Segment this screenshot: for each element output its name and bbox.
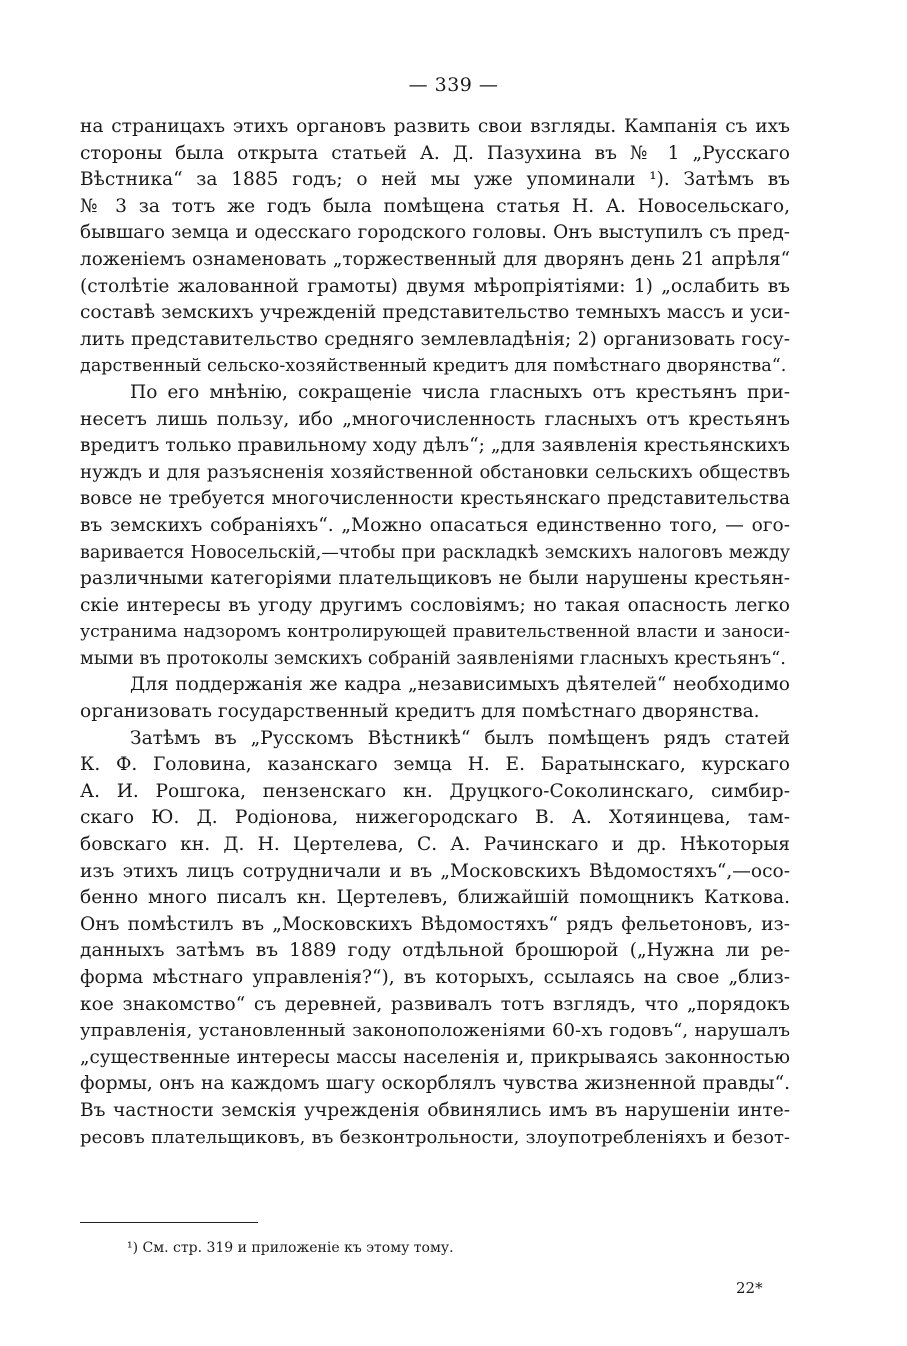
text-line: лить представительство средняго землевладѣнія; 2) организовать госу- (80, 328, 790, 350)
text-line: въ земскихъ собраніяхъ“. „Можно опасаться единственно того, — ого- (80, 514, 790, 536)
text-line: изъ этихъ лицъ сотрудничали и въ „Московскихъ Вѣдомостяхъ“,—осо- (80, 860, 790, 882)
text-line: А. И. Рошгока, пензенскаго кн. Друцкого-Соколинскаго, симбир- (80, 780, 790, 802)
text-line: варивается Новосельскій,—чтобы при раскладкѣ земскихъ налоговъ между (80, 542, 790, 563)
text-line: бовскаго кн. Д. Н. Цертелева, С. А. Рачинскаго и др. Нѣкоторыя (80, 834, 790, 856)
text-line: К. Ф. Головина, казанскаго земца Н. Е. Баратынскаго, курскаго (80, 754, 790, 776)
text-line: кое знакомство“ съ деревней, развивалъ тотъ взглядъ, что „порядокъ (80, 993, 790, 1015)
text-line: несетъ лишь пользу, ибо „многочисленность гласныхъ отъ крестьянъ (80, 408, 790, 430)
text-line: данныхъ затѣмъ въ 1889 году отдѣльной брошюрой („Нужна ли ре- (80, 940, 790, 962)
page-number: — 339 — (408, 74, 499, 96)
text-line: нуждъ и для разъясненія хозяйственной обстановки сельскихъ обществъ (80, 461, 790, 483)
text-line: ложеніемъ ознаменовать „торжественный для дворянъ день 21 апрѣля“ (80, 248, 790, 270)
text-line: „существенные интересы массы населенія и, прикрываясь законностью (80, 1046, 790, 1068)
text-line: бывшаго земца и одесскаго городского головы. Онъ выступилъ съ пред- (80, 222, 790, 244)
text-line: различными категоріями плательщиковъ не были нарушены крестьян- (80, 568, 790, 590)
footnote: ¹) См. стр. 319 и приложеніе къ этому тому. (127, 1240, 454, 1256)
text-line: бенно много писалъ кн. Цертелевъ, ближайшій помощникъ Каткова. (80, 887, 790, 909)
text-line: стороны была открыта статьей А. Д. Пазухина въ № 1 „Русскаго (80, 142, 790, 164)
text-line: № 3 за тотъ же годъ была помѣщена статья Н. А. Новосельскаго, (80, 195, 790, 217)
text-line: организовать государственный кредитъ для помѣстнаго дворянства. (80, 701, 760, 723)
text-line: скіе интересы въ угоду другимъ сословіямъ; но такая опасность легко (80, 594, 790, 616)
text-line: вовсе не требуется многочисленности крестьянскаго представительства (80, 488, 790, 510)
body-text (80, 114, 790, 1151)
text-line: скаго Ю. Д. Родіонова, нижегородскаго В. А. Хотяинцева, там- (80, 807, 790, 829)
text-line: Для поддержанія же кадра „независимыхъ дѣятелей“ необходимо (130, 674, 790, 696)
text-line: Въ частности земскія учрежденія обвинялись имъ въ нарушеніи инте- (80, 1099, 790, 1121)
text-line: Затѣмъ въ „Русскомъ Вѣстникѣ“ былъ помѣщенъ рядъ статей (130, 727, 790, 749)
text-line: устранима надзоромъ контролирующей правительственной власти и заноси- (80, 622, 790, 643)
text-line: (столѣтіе жалованной грамоты) двумя мѣропріятіями: 1) „ослабить въ (80, 275, 790, 297)
text-line: формы, онъ на каждомъ шагу оскорблялъ чувства жизненной правды“. (80, 1073, 790, 1095)
text-line: Вѣстника“ за 1885 годъ; о ней мы уже упоминали ¹). Затѣмъ въ (80, 169, 790, 191)
text-line: По его мнѣнію, сокращеніе числа гласныхъ отъ крестьянъ при- (130, 381, 790, 403)
text-line: управленія, установленный законоположеніями 60-хъ годовъ“, нарушалъ (80, 1020, 790, 1042)
text-line: вредитъ только правильному ходу дѣлъ“; „для заявленія крестьянскихъ (80, 435, 790, 457)
text-line: составѣ земскихъ учрежденій представительство темныхъ массъ и уси- (80, 302, 790, 324)
text-line: ресовъ плательщиковъ, въ безконтрольности, злоупотребленіяхъ и безот- (80, 1126, 790, 1148)
text-line: Онъ помѣстилъ въ „Московскихъ Вѣдомостяхъ“ рядъ фельетоновъ, из- (80, 913, 790, 935)
signature-mark: 22* (736, 1279, 763, 1297)
text-line: на страницахъ этихъ органовъ развить свои взгляды. Кампанія съ ихъ (80, 116, 790, 137)
text-line: форма мѣстнаго управленія?“), въ которыхъ, ссылаясь на свое „близ- (80, 967, 790, 988)
text-line: мыми въ протоколы земскихъ собраній заявленіями гласныхъ крестьянъ“. (80, 647, 786, 669)
footnote-divider (80, 1222, 258, 1223)
text-line: дарственный сельско-хозяйственный кредитъ для помѣстнаго дворянства“. (80, 356, 787, 377)
